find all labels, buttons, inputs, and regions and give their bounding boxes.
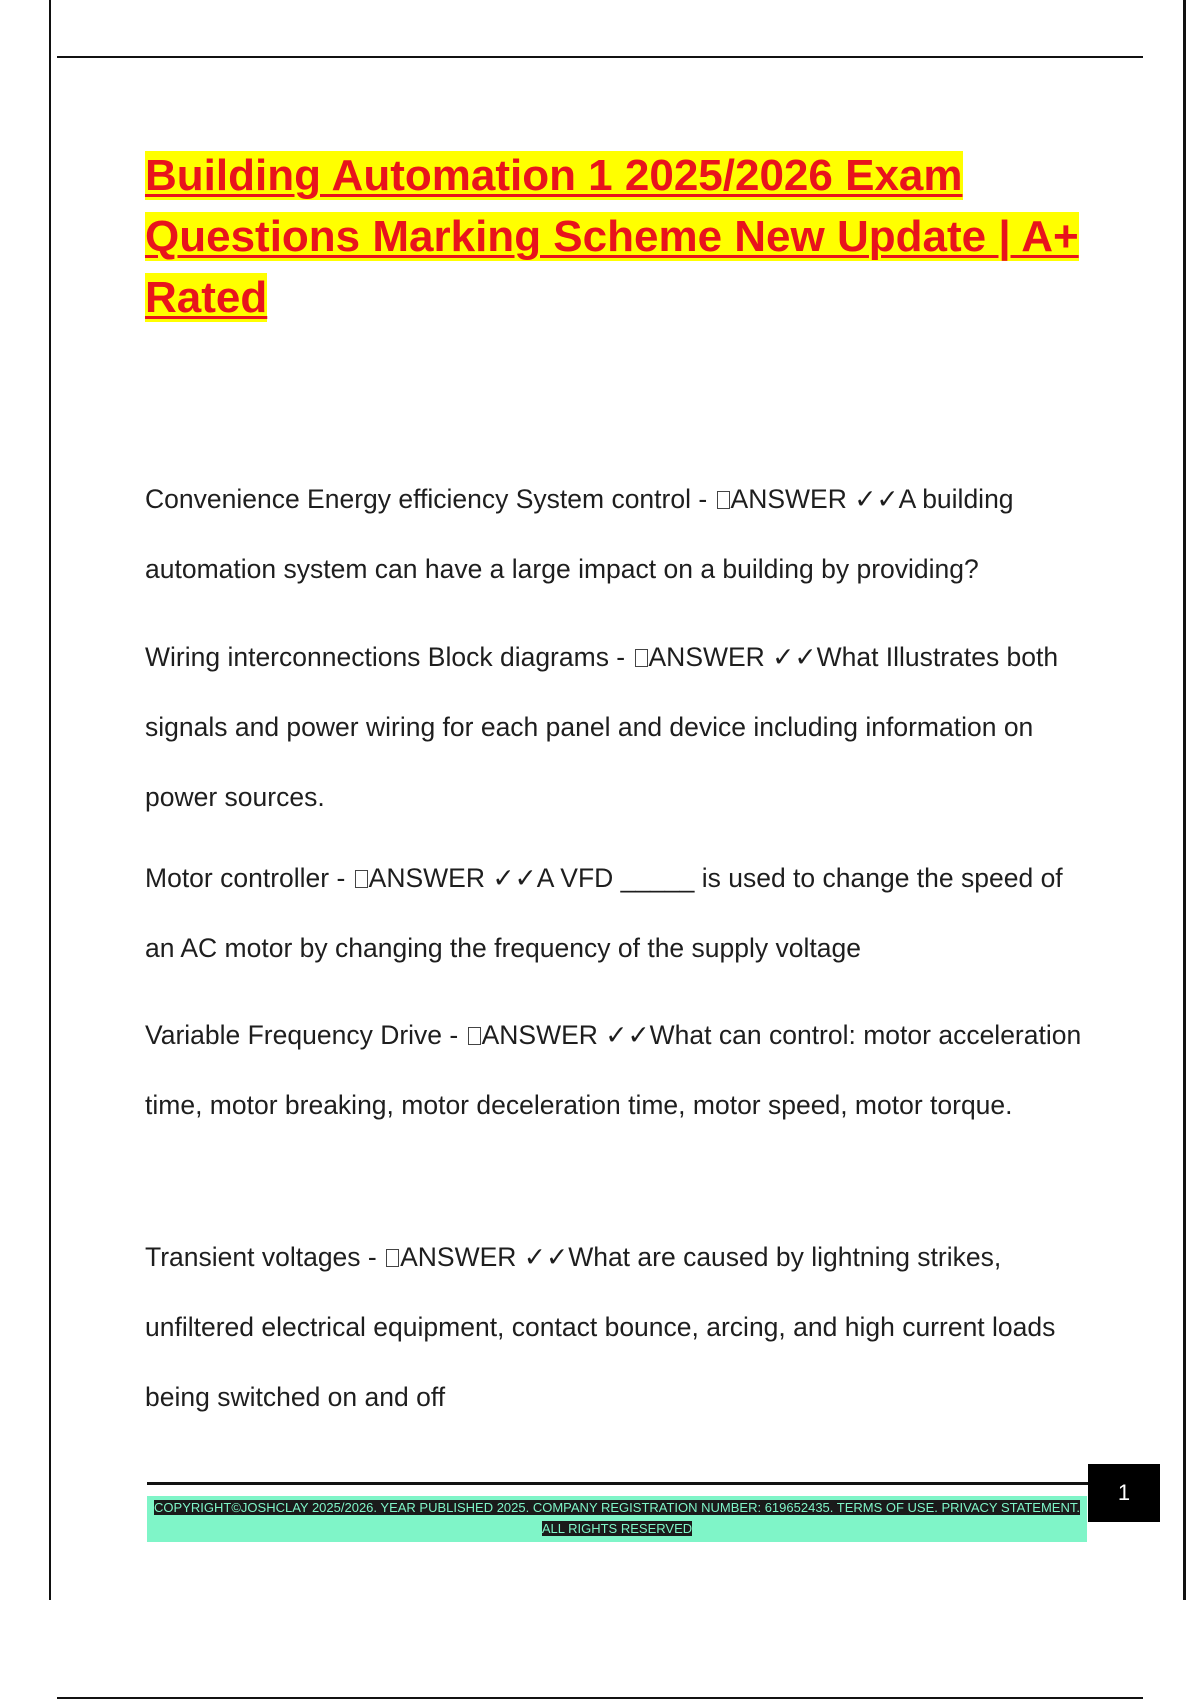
footer-copyright: COPYRIGHT©JOSHCLAY 2025/2026. YEAR PUBLISHED 2025. COMPANY REGISTRATION NUMBER: 619652435. TERMS OF USE. PRIVACY STATEMENT. ALL RIGHTS RESERVED (154, 1500, 1080, 1536)
qa-item (145, 1222, 1085, 1432)
qa-question: Motor controller - (145, 863, 353, 893)
qa-item (145, 1000, 1085, 1140)
qa-item (145, 464, 1085, 604)
document-title (145, 145, 1145, 328)
checkbox-glyph-icon (355, 870, 368, 888)
qa-answer: ANSWER ✓✓A building automation system can have a large impact on a building by providing? (145, 484, 1014, 584)
qa-answer: ANSWER ✓✓What Illustrates both signals and power wiring for each panel and device including information on power sources. (145, 642, 1059, 812)
page-number: 1 (1088, 1464, 1160, 1522)
qa-question: Transient voltages - (145, 1242, 385, 1272)
page-frame-right (1183, 0, 1186, 1600)
footer-copyright-band (147, 1496, 1087, 1542)
qa-question: Convenience Energy efficiency System control - (145, 484, 715, 514)
footer-rule (147, 1482, 1089, 1485)
document-title-text: Building Automation 1 2025/2026 Exam Questions Marking Scheme New Update | A+ Rated (145, 151, 1079, 322)
qa-answer: ANSWER ✓✓What can control: motor acceleration time, motor breaking, motor deceleration time, motor speed, motor torque. (145, 1020, 1082, 1120)
qa-answer: ANSWER ✓✓A VFD _____ is used to change the speed of an AC motor by changing the frequency of the supply voltage (145, 863, 1063, 963)
top-rule (57, 56, 1143, 58)
qa-item (145, 622, 1085, 832)
qa-item (145, 843, 1085, 983)
qa-answer: ANSWER ✓✓What are caused by lightning strikes, unfiltered electrical equipment, contact bounce, arcing, and high current loads being switched on and off (145, 1242, 1056, 1412)
checkbox-glyph-icon (468, 1027, 481, 1045)
page-frame-left (49, 0, 51, 1600)
qa-question: Variable Frequency Drive - (145, 1020, 466, 1050)
bottom-rule (57, 1697, 1143, 1699)
qa-question: Wiring interconnections Block diagrams - (145, 642, 633, 672)
checkbox-glyph-icon (635, 649, 648, 667)
checkbox-glyph-icon (717, 491, 730, 509)
checkbox-glyph-icon (386, 1249, 399, 1267)
